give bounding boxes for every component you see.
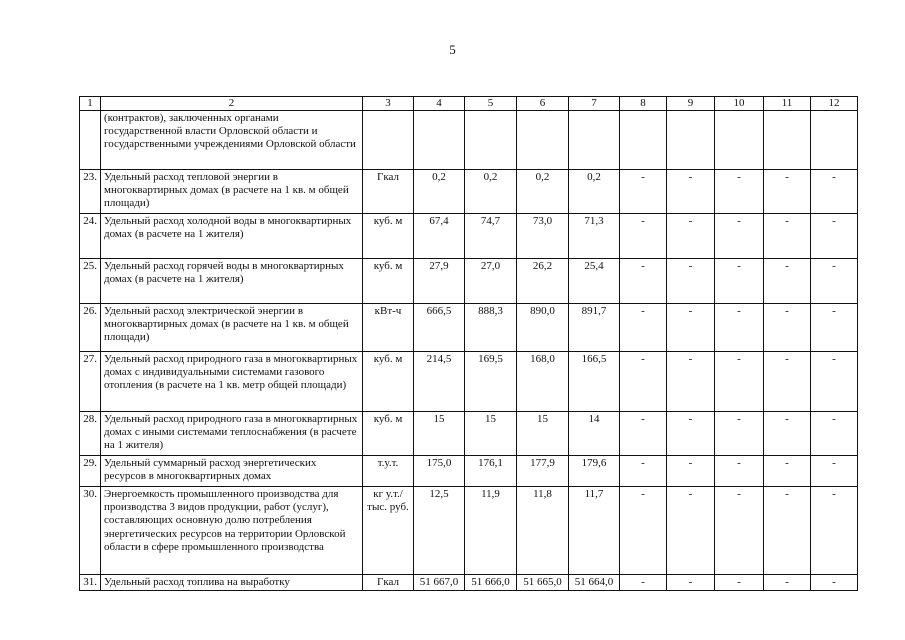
value-cell: -	[620, 487, 667, 575]
value-cell: -	[715, 352, 764, 412]
table-row	[80, 259, 858, 304]
value-cell	[517, 111, 569, 170]
value-cell: 176,1	[465, 456, 517, 487]
value-cell: -	[667, 214, 715, 259]
value-cell: 890,0	[517, 304, 569, 352]
row-number: 27.	[80, 352, 101, 412]
value-cell: -	[667, 412, 715, 456]
value-cell: -	[667, 352, 715, 412]
value-cell: 73,0	[517, 214, 569, 259]
indicators-table	[79, 96, 858, 591]
column-header: 8	[620, 97, 667, 111]
table-row	[80, 487, 858, 575]
value-cell: -	[620, 214, 667, 259]
value-cell: -	[764, 214, 811, 259]
value-cell: -	[811, 456, 858, 487]
value-cell	[465, 111, 517, 170]
column-header: 1	[80, 97, 101, 111]
value-cell: 51 665,0	[517, 575, 569, 591]
value-cell: -	[764, 487, 811, 575]
value-cell: 666,5	[414, 304, 465, 352]
value-cell: -	[715, 214, 764, 259]
indicator-name: Удельный расход природного газа в многоквартирных домах с индивидуальными системами газового отопления (в расчете на 1 кв. метр общей площади)	[101, 352, 363, 412]
unit-cell: куб. м	[363, 412, 414, 456]
value-cell: -	[764, 456, 811, 487]
value-cell	[811, 111, 858, 170]
value-cell: 0,2	[414, 170, 465, 214]
table-row	[80, 575, 858, 591]
row-number: 31.	[80, 575, 101, 591]
unit-cell	[363, 111, 414, 170]
column-header: 3	[363, 97, 414, 111]
value-cell	[715, 111, 764, 170]
value-cell: 177,9	[517, 456, 569, 487]
value-cell: -	[811, 412, 858, 456]
value-cell: -	[667, 170, 715, 214]
column-header: 5	[465, 97, 517, 111]
indicator-name: Удельный расход топлива на выработку	[101, 575, 363, 591]
value-cell: 25,4	[569, 259, 620, 304]
page-number: 5	[449, 42, 456, 57]
value-cell: 12,5	[414, 487, 465, 575]
value-cell: 14	[569, 412, 620, 456]
value-cell: -	[620, 352, 667, 412]
unit-cell: куб. м	[363, 259, 414, 304]
row-number: 26.	[80, 304, 101, 352]
value-cell: 71,3	[569, 214, 620, 259]
value-cell: -	[620, 575, 667, 591]
unit-cell: Гкал	[363, 170, 414, 214]
value-cell: -	[715, 259, 764, 304]
column-header: 6	[517, 97, 569, 111]
table-row	[80, 352, 858, 412]
value-cell: 169,5	[465, 352, 517, 412]
column-header: 10	[715, 97, 764, 111]
indicator-name: Удельный расход горячей воды в многоквартирных домах (в расчете на 1 жителя)	[101, 259, 363, 304]
column-header: 11	[764, 97, 811, 111]
value-cell: -	[811, 575, 858, 591]
value-cell: -	[811, 170, 858, 214]
unit-cell: куб. м	[363, 352, 414, 412]
value-cell: -	[667, 487, 715, 575]
value-cell: -	[764, 352, 811, 412]
value-cell: 74,7	[465, 214, 517, 259]
value-cell: 0,2	[517, 170, 569, 214]
row-number: 29.	[80, 456, 101, 487]
value-cell: -	[764, 259, 811, 304]
indicator-name: Удельный расход тепловой энергии в многоквартирных домах (в расчете на 1 кв. м общей площади)	[101, 170, 363, 214]
table-row	[80, 170, 858, 214]
value-cell: 175,0	[414, 456, 465, 487]
unit-cell: т.у.т.	[363, 456, 414, 487]
unit-cell: кг у.т./ тыс. руб.	[363, 487, 414, 575]
value-cell	[414, 111, 465, 170]
value-cell: -	[764, 304, 811, 352]
value-cell: 166,5	[569, 352, 620, 412]
value-cell: 179,6	[569, 456, 620, 487]
value-cell: 15	[414, 412, 465, 456]
value-cell: -	[811, 487, 858, 575]
value-cell: 0,2	[569, 170, 620, 214]
unit-cell: Гкал	[363, 575, 414, 591]
value-cell: 27,9	[414, 259, 465, 304]
table-row	[80, 214, 858, 259]
value-cell: -	[764, 575, 811, 591]
value-cell: -	[667, 259, 715, 304]
value-cell: 15	[517, 412, 569, 456]
column-header: 12	[811, 97, 858, 111]
value-cell	[764, 111, 811, 170]
table-row	[80, 412, 858, 456]
column-header: 7	[569, 97, 620, 111]
indicator-name: Удельный расход природного газа в многоквартирных домах с иными системами теплоснабжения (в расчете на 1 жителя)	[101, 412, 363, 456]
value-cell: 891,7	[569, 304, 620, 352]
value-cell: 26,2	[517, 259, 569, 304]
value-cell: 27,0	[465, 259, 517, 304]
value-cell	[667, 111, 715, 170]
value-cell: 11,8	[517, 487, 569, 575]
column-header: 4	[414, 97, 465, 111]
indicator-name: Удельный суммарный расход энергетических ресурсов в многоквартирных домах	[101, 456, 363, 487]
value-cell: -	[667, 456, 715, 487]
indicator-name: (контрактов), заключенных органами государственной власти Орловской области и государственными учреждениями Орловской области	[101, 111, 363, 170]
value-cell: 214,5	[414, 352, 465, 412]
column-header: 9	[667, 97, 715, 111]
value-cell: -	[764, 170, 811, 214]
value-cell: -	[667, 304, 715, 352]
table-row	[80, 456, 858, 487]
column-header: 2	[101, 97, 363, 111]
unit-cell: куб. м	[363, 214, 414, 259]
value-cell: 51 664,0	[569, 575, 620, 591]
value-cell: 0,2	[465, 170, 517, 214]
value-cell: 11,9	[465, 487, 517, 575]
value-cell	[620, 111, 667, 170]
value-cell: -	[715, 170, 764, 214]
unit-cell: кВт-ч	[363, 304, 414, 352]
value-cell: -	[667, 575, 715, 591]
value-cell: -	[715, 456, 764, 487]
row-number: 24.	[80, 214, 101, 259]
row-number: 28.	[80, 412, 101, 456]
row-number: 30.	[80, 487, 101, 575]
value-cell: -	[620, 412, 667, 456]
value-cell: -	[620, 456, 667, 487]
value-cell: -	[715, 412, 764, 456]
indicator-name: Удельный расход электрической энергии в многоквартирных домах (в расчете на 1 кв. м общей площади)	[101, 304, 363, 352]
value-cell: -	[811, 214, 858, 259]
table-row	[80, 304, 858, 352]
value-cell: -	[811, 352, 858, 412]
value-cell: 168,0	[517, 352, 569, 412]
value-cell: -	[811, 259, 858, 304]
indicator-name: Удельный расход холодной воды в многоквартирных домах (в расчете на 1 жителя)	[101, 214, 363, 259]
row-number: 25.	[80, 259, 101, 304]
value-cell: 888,3	[465, 304, 517, 352]
value-cell: 67,4	[414, 214, 465, 259]
row-number: 23.	[80, 170, 101, 214]
header-row	[80, 97, 858, 111]
value-cell: -	[715, 487, 764, 575]
value-cell: -	[811, 304, 858, 352]
value-cell: 15	[465, 412, 517, 456]
value-cell: -	[620, 304, 667, 352]
value-cell: 51 667,0	[414, 575, 465, 591]
value-cell: -	[620, 170, 667, 214]
value-cell: -	[715, 304, 764, 352]
value-cell: 51 666,0	[465, 575, 517, 591]
value-cell: -	[764, 412, 811, 456]
value-cell: -	[620, 259, 667, 304]
table-row	[80, 111, 858, 170]
value-cell: 11,7	[569, 487, 620, 575]
value-cell: -	[715, 575, 764, 591]
indicator-name: Энергоемкость промышленного производства для производства 3 видов продукции, работ (услуг), составляющих основную долю потребления энергетических ресурсов на территории Орловской области в сфере промышленного производства	[101, 487, 363, 575]
value-cell	[569, 111, 620, 170]
row-number	[80, 111, 101, 170]
